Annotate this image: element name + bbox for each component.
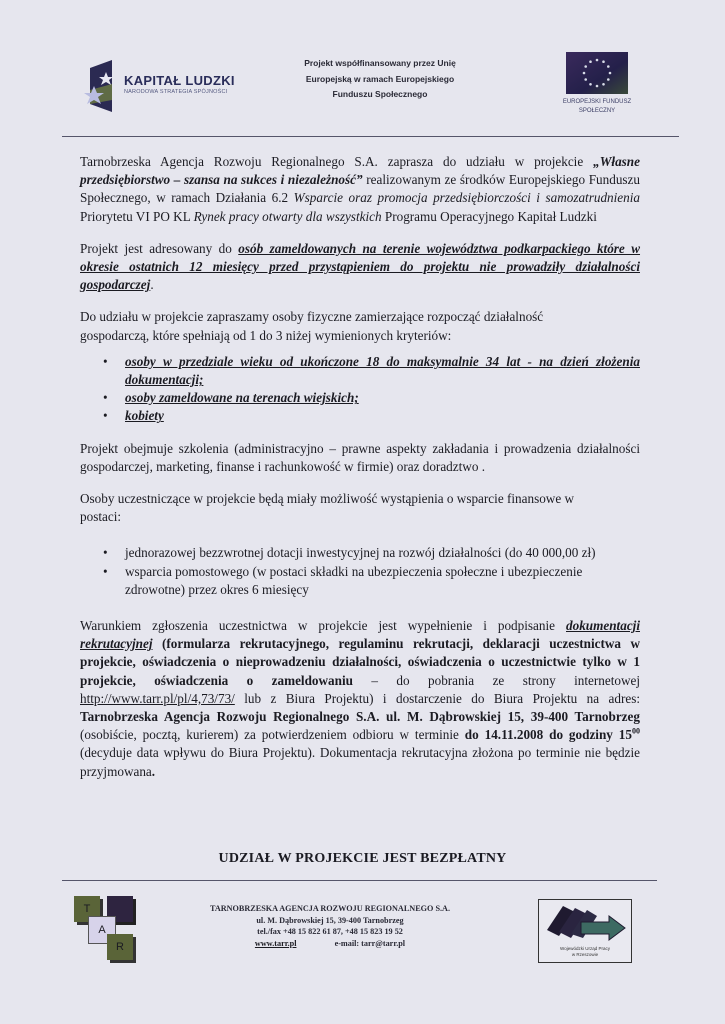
footer-website-link[interactable]: www.tarr.pl — [254, 938, 297, 948]
eu-star — [607, 78, 610, 81]
footer-web-row — [170, 938, 490, 950]
header-divider — [62, 136, 679, 137]
invite-paragraph — [80, 308, 640, 344]
conditions-text: (decyduje data wpływu do Biura Projektu). Dokumentacja rekrutacyjna złożona po terminie nie będzie przyjmowana — [80, 745, 640, 779]
free-participation-notice: UDZIAŁ W PROJEKCIE JEST BEZPŁATNY — [218, 851, 507, 866]
criteria-item: • kobiety — [125, 407, 640, 425]
download-url-link[interactable]: http://www.tarr.pl/pl/4,73/73/ — [80, 690, 235, 706]
support-intro — [80, 490, 640, 526]
conditions-text: – do pobrania ze strony internetowej — [352, 672, 640, 688]
kapital-ludzki-title: KAPITAŁ LUDZKI — [124, 73, 235, 88]
tarr-logo-letter: T — [74, 896, 100, 922]
invite-line: Do udziału w projekcie zapraszamy osoby fizyczne zamierzające rozpocząć działalność — [80, 309, 544, 325]
eu-fund-line: EUROPEJSKI FUNDUSZ — [562, 99, 632, 105]
footer-org-name: TARNOBRZESKA AGENCJA ROZWOJU REGIONALNEGO S.A. — [209, 904, 451, 913]
invite-line: gospodarczą, które spełniają od 1 do 3 niżej wymienionych kryteriów: — [80, 327, 452, 343]
intro-paragraph — [80, 153, 640, 226]
docs-list: (formularza rekrutacyjnego, regulaminu rekrutacji, deklaracji uczestnictwa w projekcie, oświadczenia o nieprowadzeniu działalności, oświadczenia o uczestnictwie tylko w 1 projekcie, oświadczenia o zameldowaniu — [80, 636, 640, 688]
eu-star — [602, 83, 605, 86]
eu-star — [607, 65, 610, 68]
priority-name: Rynek pracy otwarty dla wszystkich — [193, 208, 382, 224]
cofinancing-line: Europejską w ramach Europejskiego — [305, 73, 455, 84]
deadline-text: do 14.11.2008 do godziny 15 — [464, 727, 632, 743]
cofinancing-line: Projekt współfinansowany przez Unię — [304, 58, 456, 68]
cofinancing-line: Funduszu Społecznego — [332, 89, 428, 99]
footer-email: e-mail: tarr@tarr.pl — [334, 938, 406, 948]
intro-text: Programu Operacyjnego Kapitał Ludzki — [381, 208, 597, 224]
intro-text: Tarnobrzeska Agencja Rozwoju Regionalnego S.A. zaprasza do udziału w projekcie — [80, 154, 594, 169]
target-text: Projekt jest adresowany do — [80, 240, 239, 256]
target-group-emphasis: osób zameldowanych na terenie województwa podkarpackiego które w okresie ostatnich 12 miesięcy przed przystąpieniem do projektu nie prowadziły działalności gospodarczej — [80, 240, 641, 293]
wup-label-line: w Rzeszowie — [571, 952, 599, 957]
kapital-ludzki-subtitle: NARODOWA STRATEGIA SPÓJNOŚCI — [124, 89, 228, 95]
wup-arrows-icon — [539, 900, 631, 946]
footer-address: ul. M. Dąbrowskiej 15, 39-400 Tarnobrzeg — [256, 915, 404, 925]
measure-name: Wsparcie oraz promocja przedsiębiorczości i samozatrudnienia — [293, 190, 641, 206]
support-intro-line: postaci: — [80, 509, 122, 525]
training-paragraph: Projekt obejmuje szkolenia (administracyjno – prawne aspekty zakładania i prowadzenia działalności gospodarczej, marketing, finanse i rachunkowość w firmie) oraz doradztwo . — [80, 440, 640, 474]
eu-flag-icon — [566, 52, 628, 94]
office-address: Tarnobrzeska Agencja Rozwoju Regionalnego S.A. ul. M. Dąbrowskiej 15, 39-400 Tarnobrzeg — [80, 709, 640, 725]
eu-star — [589, 83, 592, 86]
eu-star — [609, 72, 612, 75]
intro-text: Priorytetu VI PO KL — [80, 208, 194, 224]
wup-rzeszow-logo — [538, 899, 632, 963]
wup-label — [539, 946, 631, 958]
tarr-logo — [74, 896, 136, 962]
support-item: • jednorazowej bezzwrotnej dotacji inwestycyjnej na rozwój działalności (do 40 000,00 zł) — [125, 544, 640, 562]
eu-fund-label — [546, 98, 648, 116]
footer-phone: tel./fax +48 15 822 61 87, +48 15 823 19 52 — [257, 927, 403, 936]
deadline — [465, 727, 640, 742]
intro-text: realizowanym ze środków Europejskiego Funduszu Społecznego, w ramach Działania 6.2 — [80, 172, 640, 206]
footer-divider — [62, 880, 657, 881]
eu-star — [596, 59, 599, 62]
eu-star — [583, 72, 586, 75]
eu-star — [584, 78, 587, 81]
criteria-item: • osoby zameldowane na terenach wiejskich; — [125, 389, 640, 407]
conditions-text: (osobiście, pocztą, kurierem) za potwierdzeniem odbioru w terminie — [80, 727, 465, 743]
recruitment-docs-link: dokumentacji rekrutacyjnej — [80, 618, 640, 652]
target-text: . — [150, 277, 154, 293]
eu-fund-line: SPOŁECZNY — [578, 108, 616, 114]
conditions-text: Warunkiem zgłoszenia uczestnictwa w projekcie jest wypełnienie i podpisanie — [80, 618, 566, 634]
conditions-paragraph — [80, 617, 640, 781]
cofinancing-note — [280, 56, 480, 103]
support-list — [80, 544, 640, 599]
document-body — [80, 153, 640, 795]
tarr-logo-letter: R — [107, 934, 133, 960]
footer-contact — [170, 903, 490, 949]
eu-star — [596, 85, 599, 88]
kapital-ludzki-wordmark — [124, 74, 235, 96]
support-intro-line: Osoby uczestniczące w projekcie będą miały możliwość wystąpienia o wsparcie finansowe w — [80, 491, 574, 507]
eu-star — [589, 60, 592, 63]
criteria-item: • osoby w przedziale wieku od ukończone 18 do maksymalnie 34 lat - na dzień złożenia dokumentacji; — [125, 353, 640, 389]
header — [80, 48, 660, 128]
eu-star — [584, 65, 587, 68]
target-group-paragraph — [80, 240, 640, 295]
conditions-text: . — [151, 763, 156, 779]
support-item: • wsparcia pomostowego (w postaci składki na ubezpieczenia społeczne i ubezpieczenie zdrowotne) przez okres 6 miesięcy — [125, 563, 640, 599]
deadline-minutes: 00 — [632, 726, 640, 736]
kapital-ludzki-star-logo — [84, 60, 114, 112]
wup-label-line: Wojewódzki Urząd Pracy — [560, 946, 610, 951]
project-name: „Własne przedsiębiorstwo – szansa na sukces i niezależność” — [80, 154, 640, 188]
tarr-logo-letter: A — [88, 916, 116, 944]
criteria-list — [80, 353, 640, 426]
eu-star — [602, 60, 605, 63]
conditions-text: lub z Biura Projektu) i dostarczenie do Biura Projektu na adres: — [234, 690, 640, 706]
